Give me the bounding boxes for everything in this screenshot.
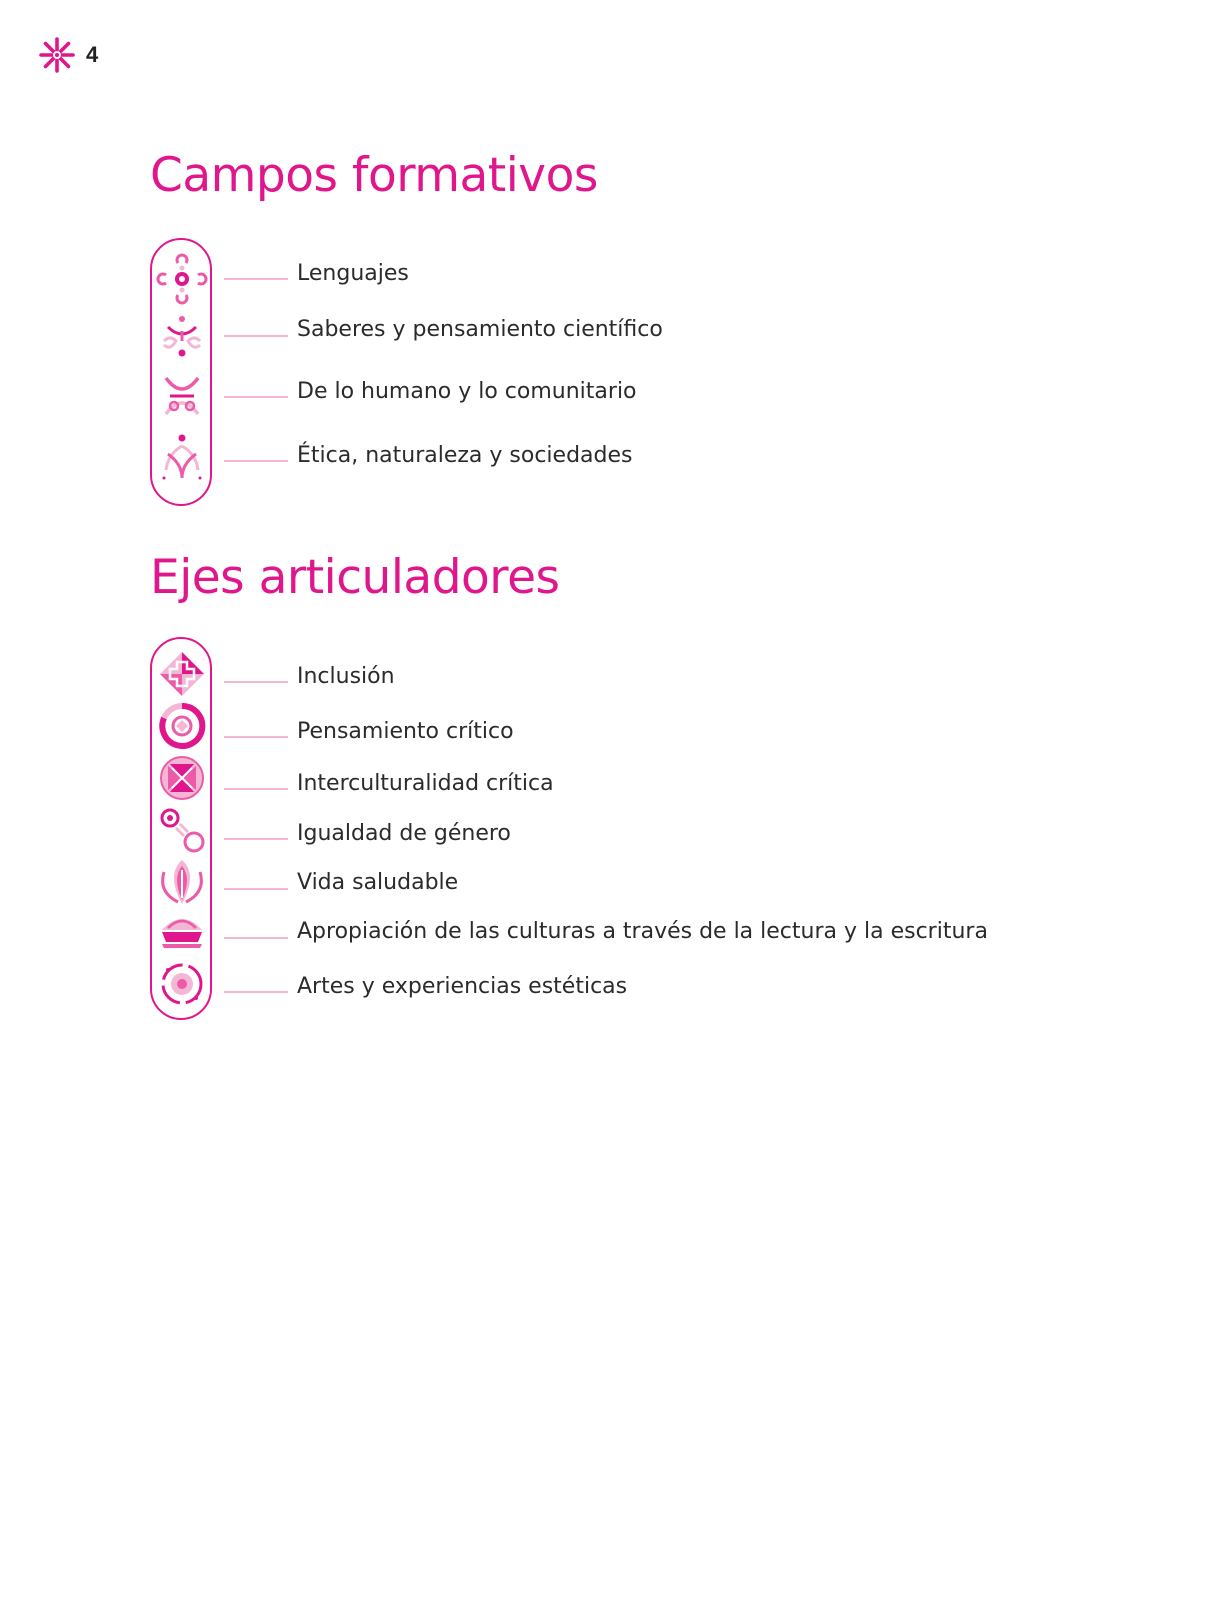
campos-connector-line [224, 460, 288, 462]
ejes-item-igualdad: Igualdad de género [297, 821, 511, 846]
ejes-connector-line [224, 838, 288, 840]
campos-item-etica: Ética, naturaleza y sociedades [297, 443, 633, 468]
ejes-title: Ejes articuladores [150, 550, 560, 605]
etica-naturaleza-icon [156, 432, 208, 484]
campos-connector-line [224, 335, 288, 337]
ejes-item-interculturalidad: Interculturalidad crítica [297, 771, 554, 796]
humano-comunitario-icon [156, 370, 208, 422]
saberes-icon [156, 311, 208, 363]
inclusion-icon [156, 648, 208, 700]
ejes-connector-line [224, 681, 288, 683]
ejes-item-artes: Artes y experiencias estéticas [297, 974, 628, 999]
ejes-item-lectura: Apropiación de las culturas a través de la lectura y la escritura [297, 919, 988, 944]
igualdad-genero-icon [156, 804, 208, 856]
lenguajes-icon [156, 253, 208, 305]
campos-item-humano: De lo humano y lo comunitario [297, 379, 637, 404]
vida-saludable-icon [156, 856, 208, 908]
page-header [38, 36, 98, 74]
ejes-item-inclusion: Inclusión [297, 664, 395, 689]
campos-connector-line [224, 278, 288, 280]
interculturalidad-icon [156, 752, 208, 804]
campos-title: Campos formativos [150, 148, 598, 203]
artes-icon [156, 958, 208, 1010]
ejes-item-pensamiento: Pensamiento crítico [297, 719, 514, 744]
ejes-connector-line [224, 888, 288, 890]
asterisk-logo-icon [38, 36, 76, 74]
pensamiento-critico-icon [156, 700, 208, 752]
ejes-connector-line [224, 991, 288, 993]
ejes-connector-line [224, 788, 288, 790]
page-number: 4 [86, 42, 99, 67]
campos-item-lenguajes: Lenguajes [297, 261, 409, 286]
campos-connector-line [224, 396, 288, 398]
campos-item-saberes: Saberes y pensamiento científico [297, 317, 663, 342]
ejes-connector-line [224, 937, 288, 939]
ejes-item-vida: Vida saludable [297, 870, 459, 895]
ejes-connector-line [224, 736, 288, 738]
lectura-escritura-icon [156, 906, 208, 958]
